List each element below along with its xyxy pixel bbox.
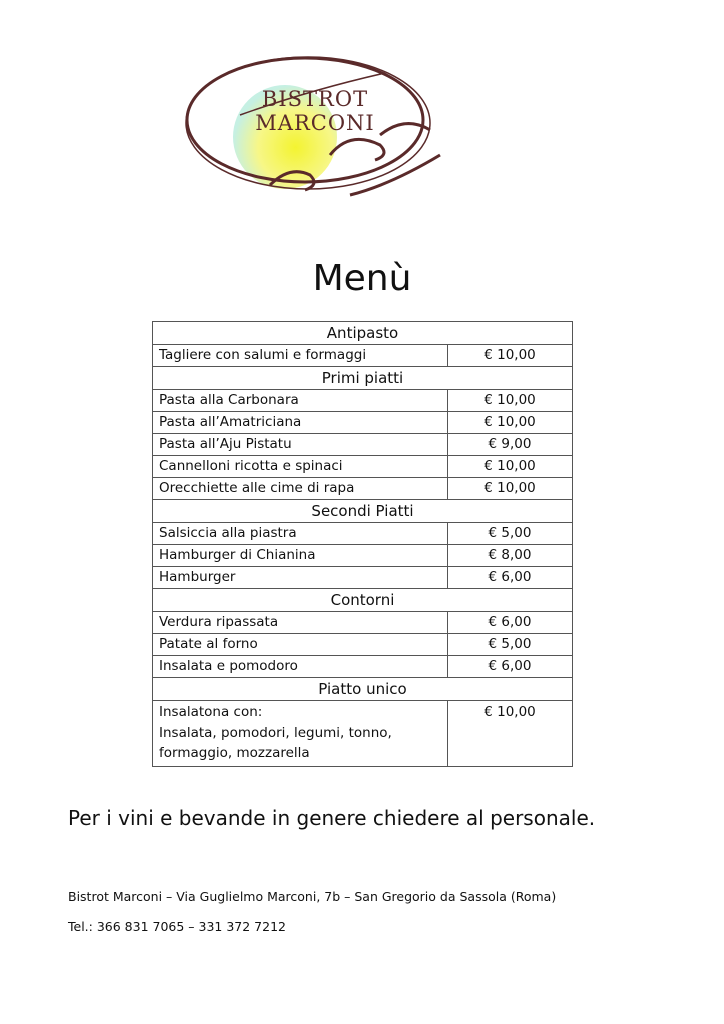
table-row: [153, 656, 573, 678]
item-detail: Insalata, pomodori, legumi, tonno,: [159, 724, 392, 741]
table-row: [153, 545, 573, 567]
item-price: € 10,00: [448, 412, 573, 434]
item-price: € 6,00: [448, 656, 573, 678]
footer-address: Bistrot Marconi – Via Guglielmo Marconi, 7b – San Gregorio da Sassola (Roma): [68, 889, 557, 904]
item-title: Insalatona con:: [159, 704, 263, 720]
item-price: € 8,00: [448, 545, 573, 567]
item-name: Hamburger: [153, 567, 448, 589]
item-price: € 5,00: [448, 634, 573, 656]
table-row: [153, 567, 573, 589]
menu-table: [152, 321, 573, 767]
item-price: € 10,00: [448, 390, 573, 412]
table-row: [153, 390, 573, 412]
item-detail: formaggio, mozzarella: [159, 745, 310, 761]
item-name: Pasta alla Carbonara: [153, 390, 448, 412]
item-name: Verdura ripassata: [153, 612, 448, 634]
item-price: € 6,00: [448, 612, 573, 634]
item-name: Patate al forno: [153, 634, 448, 656]
table-row: [153, 345, 573, 367]
item-price: € 5,00: [448, 523, 573, 545]
item-name: Cannelloni ricotta e spinaci: [153, 456, 448, 478]
logo-graphic-icon: [180, 45, 450, 225]
item-price: € 10,00: [448, 456, 573, 478]
section-header: Contorni: [153, 589, 573, 612]
table-row: [153, 412, 573, 434]
section-header: Secondi Piatti: [153, 500, 573, 523]
section-header: Piatto unico: [153, 678, 573, 701]
beverage-note: Per i vini e bevande in genere chiedere al personale.: [68, 806, 596, 830]
item-name: Insalata e pomodoro: [153, 656, 448, 678]
item-name: Hamburger di Chianina: [153, 545, 448, 567]
item-name: [153, 701, 448, 767]
item-name: Orecchiette alle cime di rapa: [153, 478, 448, 500]
logo-line2: MARCONI: [255, 111, 375, 135]
bistrot-logo: [180, 45, 450, 225]
item-name: Salsiccia alla piastra: [153, 523, 448, 545]
section-header: Primi piatti: [153, 367, 573, 390]
section-header: Antipasto: [153, 322, 573, 345]
item-name: Pasta all’Aju Pistatu: [153, 434, 448, 456]
page-title: Menù: [312, 258, 412, 299]
logo-line1: BISTROT: [261, 87, 369, 111]
item-price: € 10,00: [448, 478, 573, 500]
item-price: € 10,00: [448, 701, 573, 767]
table-row: [153, 701, 573, 767]
table-row: [153, 478, 573, 500]
item-price: € 10,00: [448, 345, 573, 367]
table-row: [153, 434, 573, 456]
footer-phone: Tel.: 366 831 7065 – 331 372 7212: [68, 919, 286, 934]
item-name: Pasta all’Amatriciana: [153, 412, 448, 434]
item-name: Tagliere con salumi e formaggi: [153, 345, 448, 367]
table-row: [153, 612, 573, 634]
table-row: [153, 523, 573, 545]
table-row: [153, 456, 573, 478]
item-price: € 6,00: [448, 567, 573, 589]
item-price: € 9,00: [448, 434, 573, 456]
table-row: [153, 634, 573, 656]
